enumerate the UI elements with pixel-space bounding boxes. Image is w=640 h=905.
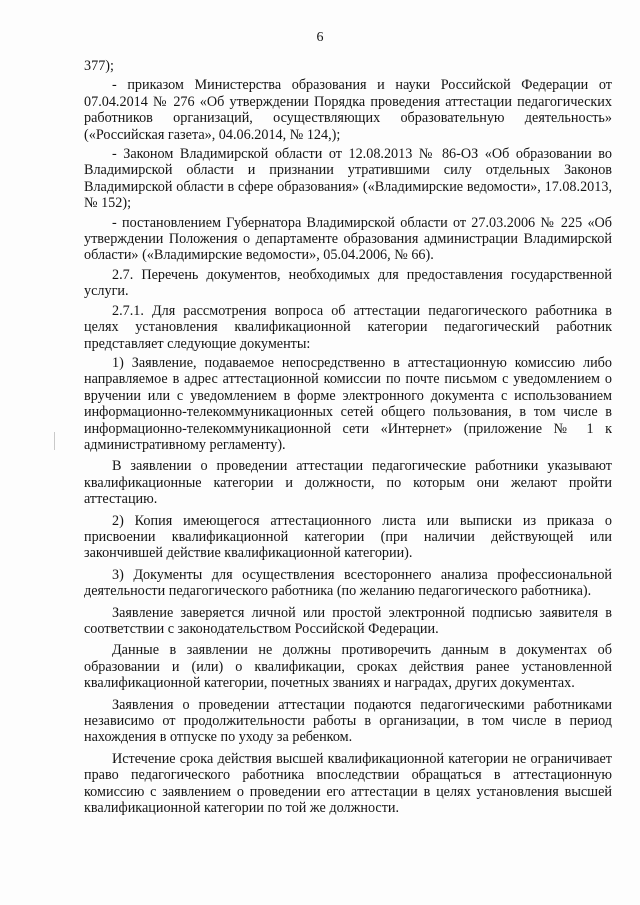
page-number: 6 — [316, 30, 324, 45]
document-body — [84, 58, 612, 821]
list-item-application: 1) Заявление, подаваемое непосредственно в аттестационную комиссию либо направляемое в адрес аттестационной комиссии по почте письмом с уведомлением о вручении или с уведомлением в форме электронного документа с использованием информационно-телекоммуникационных сетей общего пользования, в том числе в информационно-телекоммуникационной сети «Интернет» (приложение № 1 к административному регламенту). — [84, 354, 612, 453]
paragraph-law-vladimir: - Законом Владимирской области от 12.08.2013 № 86-ОЗ «Об образовании во Владимирской области и признании утратившими силу отдельных Законов Владимирской области в сфере образования» («Владимирские ведомости», 17.08.2013, № 152); — [84, 146, 612, 212]
paragraph-expiration: Истечение срока действия высшей квалификационной категории не ограничивает право педагогического работника впоследствии обращаться в аттестационную комиссию с заявлением о проведении его аттестации в целях установления высшей квалификационной категории по той же должности. — [84, 750, 612, 817]
paragraph-submission: Заявления о проведении аттестации подаются педагогическими работниками независимо от продолжительности работы в организации, в том числе в период нахождения в отпуске по уходу за ребенком. — [84, 696, 612, 746]
list-item-documents: 3) Документы для осуществления всестороннего анализа профессиональной деятельности педагогического работника (по желанию педагогического работника). — [84, 566, 612, 600]
list-item-certificate-copy: 2) Копия имеющегося аттестационного листа или выписки из приказа о присвоении квалификационной категории (при наличии действующей или закончившей действие квалификационной категории). — [84, 512, 612, 562]
paragraph-order-ministry: - приказом Министерства образования и науки Российской Федерации от 07.04.2014 № 276 «Об утверждении Порядка проведения аттестации педагогических работников организаций, осуществляющих образовательную деятельность» («Российская газета», 04.06.2014, № 124,); — [84, 77, 612, 143]
paragraph-2-7-1: 2.7.1. Для рассмотрения вопроса об аттестации педагогического работника в целях установления квалификационной категории педагогический работник представляет следующие документы: — [84, 302, 612, 352]
paragraph-signature: Заявление заверяется личной или простой электронной подписью заявителя в соответствии с законодательством Российской Федерации. — [84, 604, 612, 637]
scan-artifact — [54, 432, 55, 450]
paragraph-continuation: 377); — [84, 58, 114, 74]
paragraph-data-consistency: Данные в заявлении не должны противоречить данным в документах об образовании и (или) о квалификации, сроках действия ранее установленной квалификационной категории, почетных званиях и наградах, других документах. — [84, 642, 612, 692]
paragraph-governor-decree: - постановлением Губернатора Владимирской области от 27.03.2006 № 225 «Об утверждении Положения о департаменте образования администрации Владимирской области» («Владимирские ведомости», 05.04.2006, № 66). — [84, 214, 612, 264]
paragraph-application-content: В заявлении о проведении аттестации педагогические работники указывают квалификационные категории и должности, по которым они желают пройти аттестацию. — [84, 458, 612, 508]
section-heading-2-7: 2.7. Перечень документов, необходимых для предоставления государственной услуги. — [84, 266, 612, 300]
